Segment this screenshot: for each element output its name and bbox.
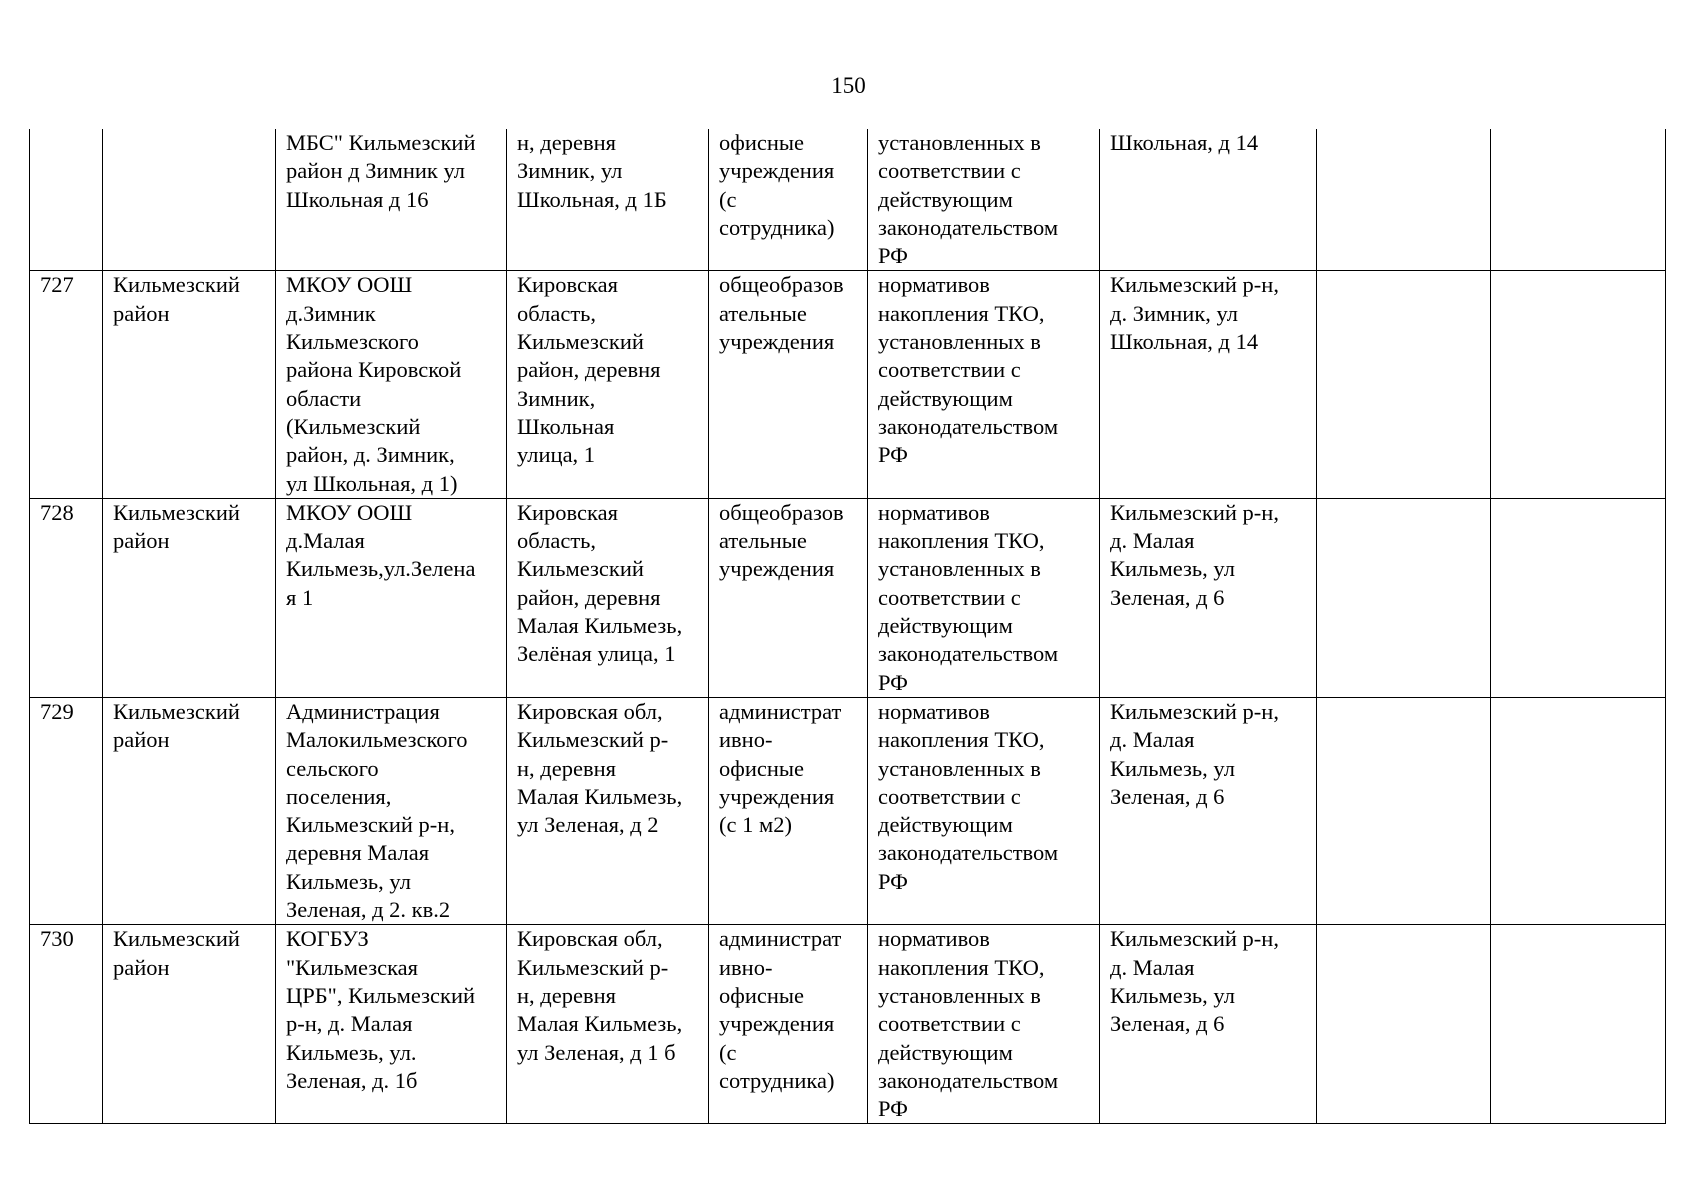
cell-site: Кильмезский р-н, д. Малая Кильмезь, ул Зеленая, д 6: [1100, 498, 1317, 697]
cell-extra-1: [1317, 697, 1491, 924]
cell-district: Кильмезский район: [103, 498, 276, 697]
cell-organization: МБС" Кильмезский район д Зимник ул Школьная д 16: [276, 129, 507, 271]
cell-number: 728: [30, 498, 103, 697]
cell-organization: КОГБУЗ "Кильмезская ЦРБ", Кильмезский р-н, д. Малая Кильмезь, ул. Зеленая, д. 1б: [276, 925, 507, 1124]
cell-site: Школьная, д 14: [1100, 129, 1317, 271]
cell-number: 729: [30, 697, 103, 924]
cell-number: [30, 129, 103, 271]
cell-organization: Администрация Малокильмезского сельского поселения, Кильмезский р-н, деревня Малая Кильмезь, ул Зеленая, д 2. кв.2: [276, 697, 507, 924]
cell-category: администрат ивно- офисные учреждения (с 1 м2): [709, 697, 868, 924]
cell-category: общеобразов ательные учреждения: [709, 271, 868, 498]
cell-site: Кильмезский р-н, д. Зимник, ул Школьная, д 14: [1100, 271, 1317, 498]
page-number: 150: [831, 73, 866, 98]
cell-organization: МКОУ ООШ д.Малая Кильмезь,ул.Зелена я 1: [276, 498, 507, 697]
cell-number: 727: [30, 271, 103, 498]
cell-extra-2: [1491, 271, 1666, 498]
cell-category: общеобразов ательные учреждения: [709, 498, 868, 697]
cell-extra-1: [1317, 498, 1491, 697]
cell-extra-2: [1491, 498, 1666, 697]
cell-category: администрат ивно- офисные учреждения (с сотрудника): [709, 925, 868, 1124]
cell-number: 730: [30, 925, 103, 1124]
cell-extra-2: [1491, 925, 1666, 1124]
cell-norm: нормативов накопления ТКО, установленных в соответствии с действующим законодательством РФ: [868, 925, 1100, 1124]
table-row: [30, 129, 1666, 271]
cell-address: Кировская обл, Кильмезский р- н, деревня Малая Кильмезь, ул Зеленая, д 1 б: [507, 925, 709, 1124]
cell-site: Кильмезский р-н, д. Малая Кильмезь, ул Зеленая, д 6: [1100, 697, 1317, 924]
cell-district: Кильмезский район: [103, 271, 276, 498]
cell-norm: нормативов накопления ТКО, установленных в соответствии с действующим законодательством РФ: [868, 697, 1100, 924]
cell-organization: МКОУ ООШ д.Зимник Кильмезского района Кировской области (Кильмезский район, д. Зимник, ул Школьная, д 1): [276, 271, 507, 498]
cell-address: Кировская область, Кильмезский район, деревня Зимник, Школьная улица, 1: [507, 271, 709, 498]
cell-address: н, деревня Зимник, ул Школьная, д 1Б: [507, 129, 709, 271]
cell-extra-1: [1317, 129, 1491, 271]
cell-norm: нормативов накопления ТКО, установленных в соответствии с действующим законодательством РФ: [868, 498, 1100, 697]
cell-extra-2: [1491, 697, 1666, 924]
cell-district: [103, 129, 276, 271]
cell-extra-2: [1491, 129, 1666, 271]
cell-district: Кильмезский район: [103, 925, 276, 1124]
cell-norm: установленных в соответствии с действующим законодательством РФ: [868, 129, 1100, 271]
cell-address: Кировская обл, Кильмезский р- н, деревня Малая Кильмезь, ул Зеленая, д 2: [507, 697, 709, 924]
table-row: [30, 697, 1666, 924]
cell-address: Кировская область, Кильмезский район, деревня Малая Кильмезь, Зелёная улица, 1: [507, 498, 709, 697]
table-row: [30, 498, 1666, 697]
table-row: [30, 271, 1666, 498]
registry-table: [29, 129, 1666, 1124]
cell-site: Кильмезский р-н, д. Малая Кильмезь, ул Зеленая, д 6: [1100, 925, 1317, 1124]
cell-district: Кильмезский район: [103, 697, 276, 924]
cell-category: офисные учреждения (с сотрудника): [709, 129, 868, 271]
cell-extra-1: [1317, 271, 1491, 498]
table-row: [30, 925, 1666, 1124]
cell-extra-1: [1317, 925, 1491, 1124]
cell-norm: нормативов накопления ТКО, установленных в соответствии с действующим законодательством РФ: [868, 271, 1100, 498]
